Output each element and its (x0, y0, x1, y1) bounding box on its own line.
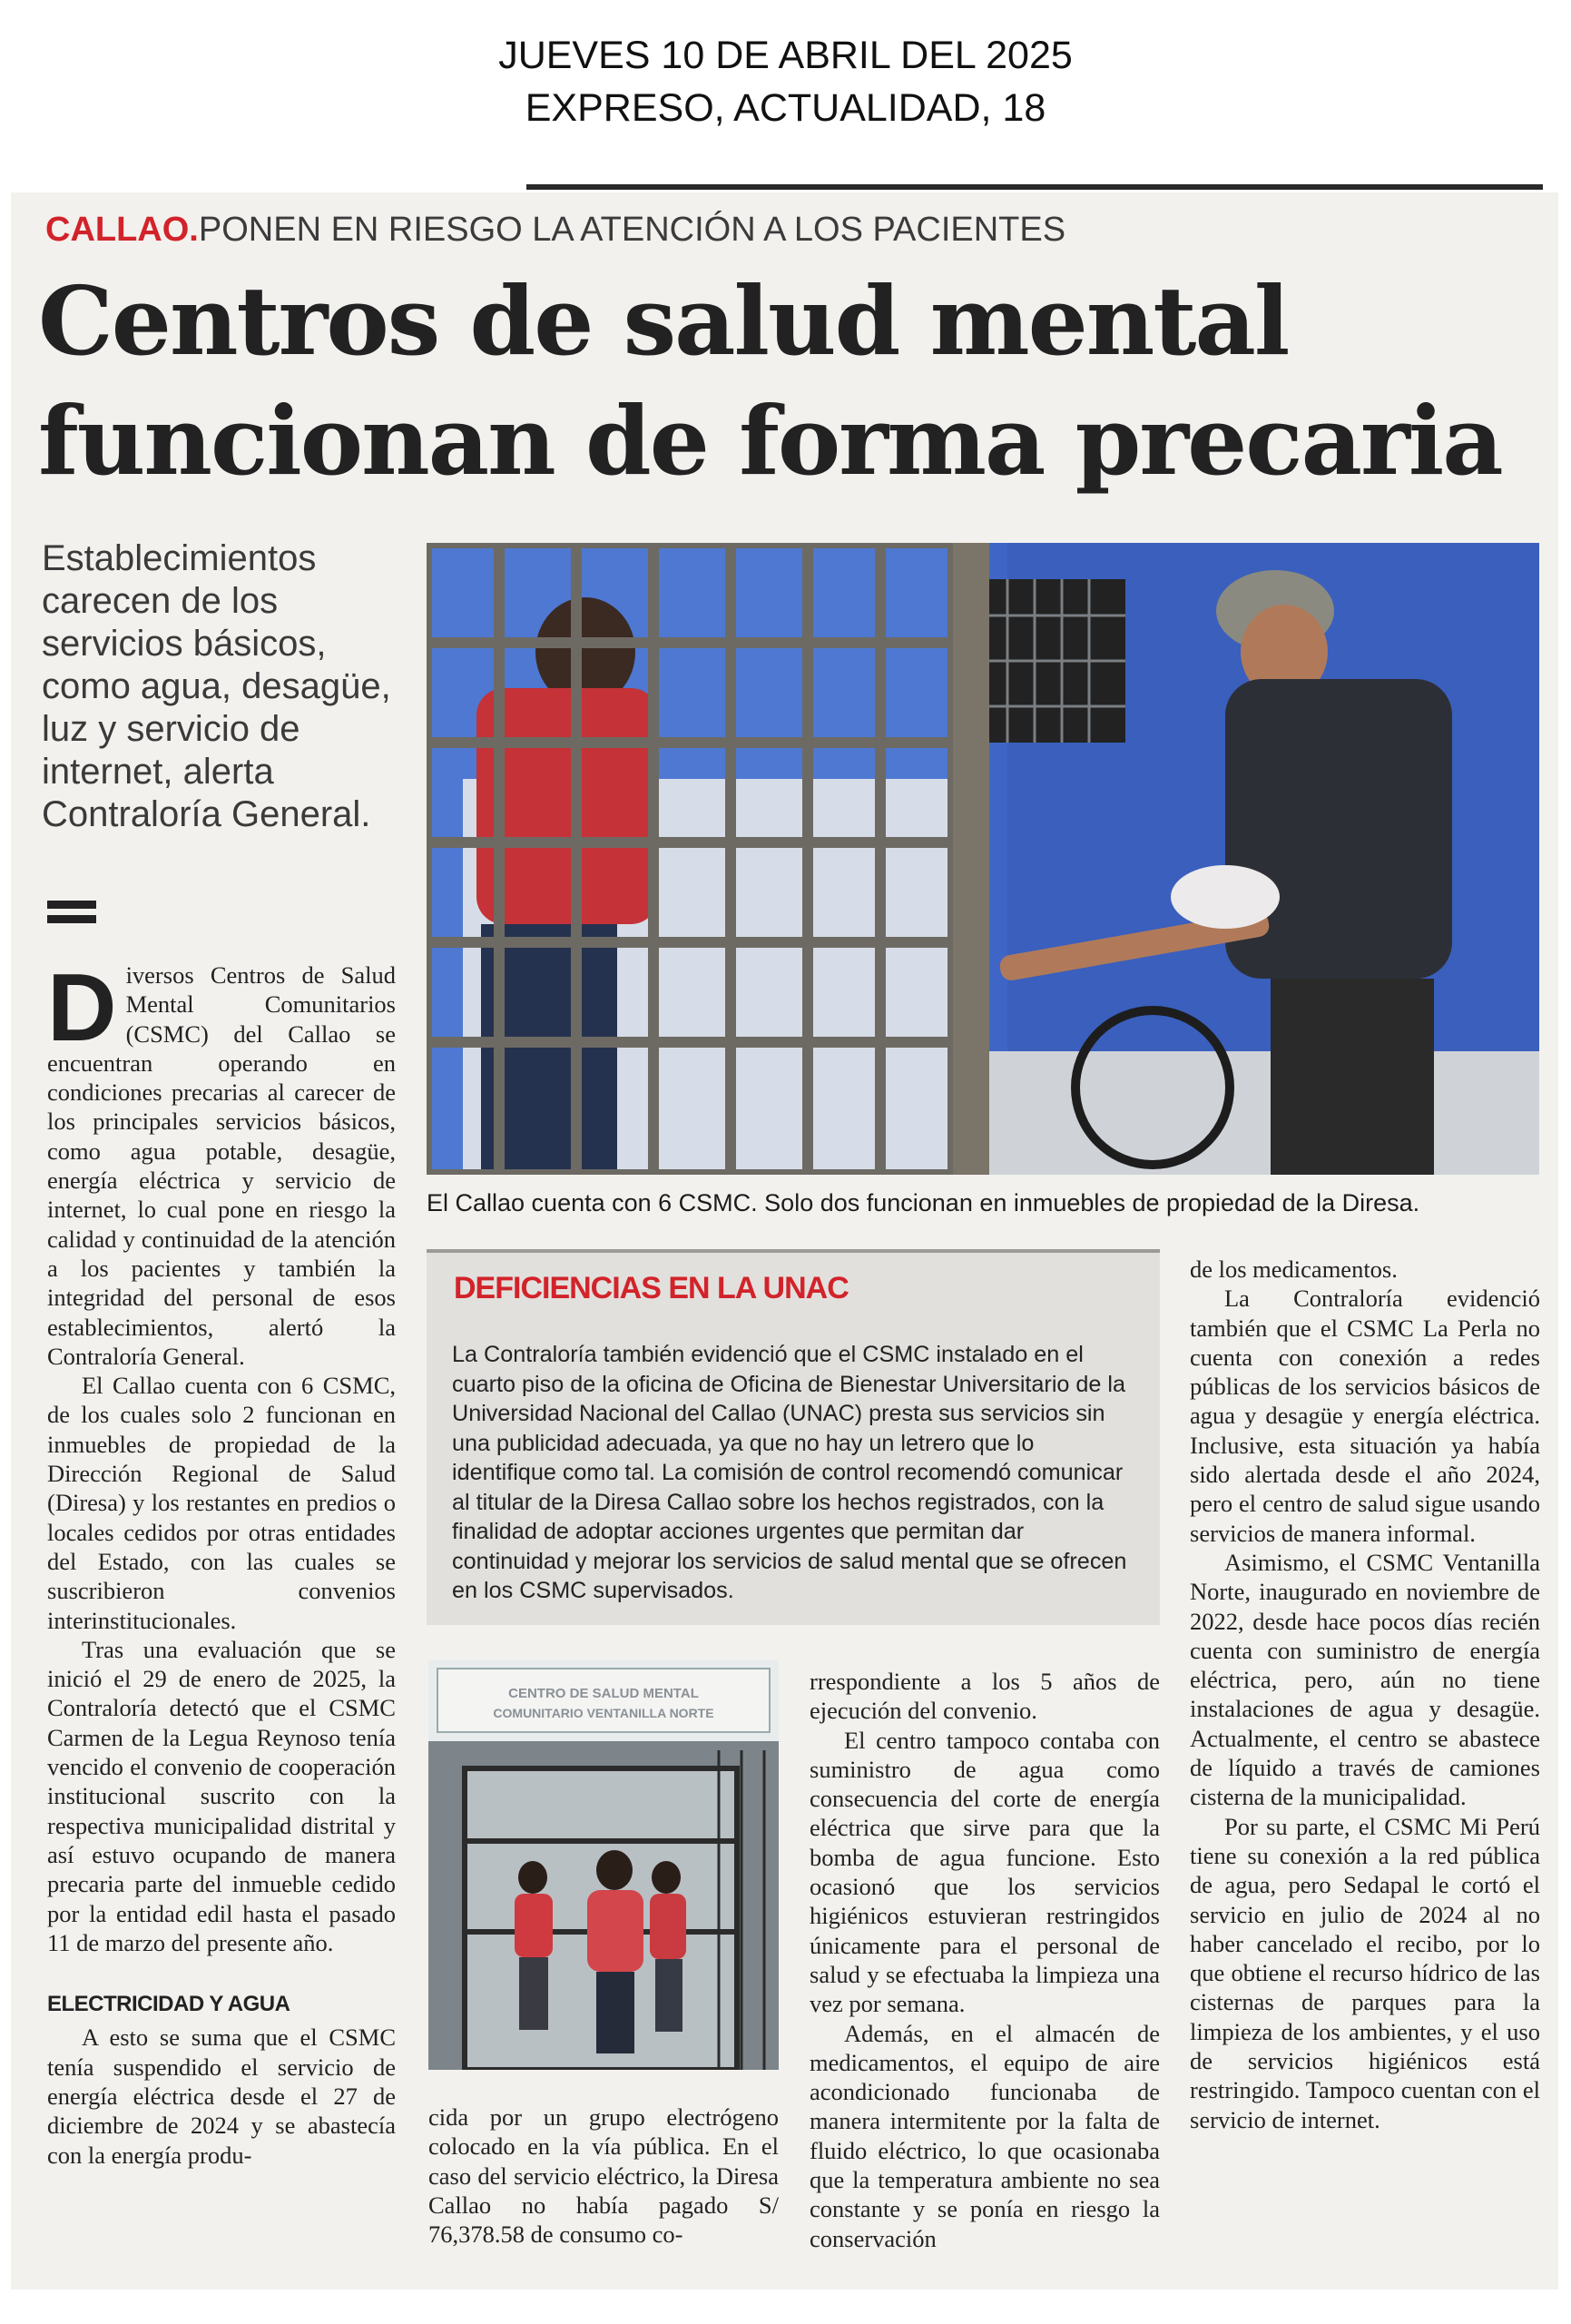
article-paragraph-8: Asimismo, el CSMC Ventanilla Norte, inaugurado en noviembre de 2022, desde hace pocos días recién cuenta con suministro de energía eléctrica, pero, aún no tiene instalaciones de agua y desagüe. Actualmente, el centro se abastece de líquido a través de camiones cisterna de la municipalidad. (1190, 1548, 1540, 1811)
article-column-1 (47, 954, 396, 2170)
main-photo (427, 543, 1539, 1175)
section-mark-icon (47, 901, 96, 930)
article-paragraph-6-continued: de los medicamentos. (1190, 1256, 1398, 1283)
sign-text-line-1: CENTRO DE SALUD MENTAL (508, 1686, 699, 1701)
sidebar-body: La Contraloría también evidenció que el CSMC instalado en el cuarto piso de la oficina de Oficina de Bienestar Universitario de la Universidad Nacional del Callao (UNAC) presta sus servicios sin una publicidad adecuada, ya que no hay un letrero que lo identifique como tal. La comisión de control recomendó comunicar al titular de la Diresa Callao sobre los hechos registrados, con la finalidad de adoptar acciones urgentes que permitan dar continuidad y mejorar los servicios de salud mental que se ofrecen en los CSMC supervisados. (452, 1342, 1127, 1603)
photo-caption: El Callao cuenta con 6 CSMC. Solo dos funcionan en inmuebles de propiedad de la Diresa. (427, 1189, 1420, 1216)
article-paragraph-4: A esto se suma que el CSMC tenía suspendido el servicio de energía eléctrica desde el 27 de diciembre de 2024 y se abastecía con la energía produ- (47, 2024, 396, 2169)
article-paragraph-3: Tras una evaluación que se inició el 29 de enero de 2025, la Contraloría detectó que el CSMC Carmen de la Legua Reynoso tenía vencido el convenio de cooperación institucional suscrito con la respectiva municipalidad distrital y así estuvo ocupando de manera precaria parte del inmueble cedido por la entidad edil hasta el pasado 11 de marzo del presente año. (47, 1635, 396, 1956)
secondary-photo (428, 1659, 779, 2070)
article-paragraph-5: El centro tampoco contaba con suministro de agua como consecuencia del corte de energía eléctrica que sirve para que la bomba de agua funcione. Esto ocasionó que los servicios higiénicos estuvieran restringidos únicamente para el personal de salud y se efectuaba la limpieza una vez por semana. (810, 1726, 1160, 2018)
sidebar-title: DEFICIENCIAS EN LA UNAC (454, 1271, 849, 1305)
kicker (45, 211, 1065, 250)
article-paragraph-2: El Callao cuenta con 6 CSMC, de los cuales solo 2 funcionan en inmuebles de propiedad de la Dirección Regional de Salud (Diresa) y los restantes en predios o locales cedidos por otras entidades del Estado, con las cuales se suscribieron convenios interinstitucionales. (47, 1372, 396, 1634)
main-photo-illustration (427, 543, 1539, 1175)
dateline-date: JUEVES 10 DE ABRIL DEL 2025 (498, 34, 1073, 77)
secondary-photo-illustration (428, 1659, 779, 2070)
article-column-3 (810, 1667, 1160, 2253)
article-column-2 (428, 2102, 779, 2249)
article-paragraph-4-end: rrespondiente a los 5 años de ejecución del convenio. (810, 1668, 1160, 1725)
article-column-4 (1190, 1255, 1540, 2134)
sign-text-line-2: COMUNITARIO VENTANILLA NORTE (493, 1706, 714, 1720)
headline (38, 261, 1545, 501)
headline-line-2: funcionan de forma precaria (38, 385, 1502, 497)
article-subhead: ELECTRICIDAD Y AGUA (47, 1992, 290, 2017)
deck: Establecimientos carecen de los servicios básicos, como agua, desagüe, luz y servicio de internet, alerta Contraloría General. (42, 538, 391, 834)
drop-cap: D (47, 954, 117, 1061)
dateline (0, 29, 1571, 134)
article-paragraph-1: Diversos Centros de Salud Mental Comunitarios (CSMC) del Callao se encuentran operando en condiciones precarias al carecer de los principales servicios básicos, como agua potable, desagüe, energía eléctrica y servicio de internet, lo cual pone en riesgo la calidad y continuidad de la atención a los pacientes y también la integridad del personal de esos establecimientos, alertó la Contraloría General. (47, 954, 396, 1370)
dateline-source: EXPRESO, ACTUALIDAD, 18 (525, 86, 1046, 130)
article-paragraph-6: Además, en el almacén de medicamentos, el equipo de aire acondicionado funcionaba de manera intermitente por la falta de fluido eléctrico, lo que ocasionaba que la temperatura ambiente no sea constante y se ponía en riesgo la conservación (810, 2019, 1160, 2252)
article-paragraph-4-continued: cida por un grupo electrógeno colocado en la vía pública. En el caso del servicio eléctrico, la Diresa Callao no había pagado S/ 76,378.58 de consumo co- (428, 2103, 779, 2249)
headline-line-1: Centros de salud mental (38, 265, 1289, 377)
kicker-section: CALLAO. (45, 211, 199, 249)
article-paragraph-7: La Contraloría evidenció también que el CSMC La Perla no cuenta con conexión a redes públicas de los servicios básicos de agua y desagüe y energía eléctrica. Inclusive, esta situación ya había sido alertada desde el año 2024, pero el centro de salud sigue usando servicios de manera informal. (1190, 1285, 1540, 1547)
kicker-text: PONEN EN RIESGO LA ATENCIÓN A LOS PACIENTES (198, 211, 1066, 249)
top-rule (526, 184, 1543, 190)
article-paragraph-9: Por su parte, el CSMC Mi Perú tiene su conexión a la red pública de agua, pero Sedapal le cortó el servicio en julio de 2024 al no haber cancelado el recibo, por lo que obtiene el recurso hídrico de las cisternas de parques para la limpieza de los ambientes, y el uso de servicios higiénicos está restringido. Tampoco cuentan con el servicio de internet. (1190, 1812, 1540, 2133)
